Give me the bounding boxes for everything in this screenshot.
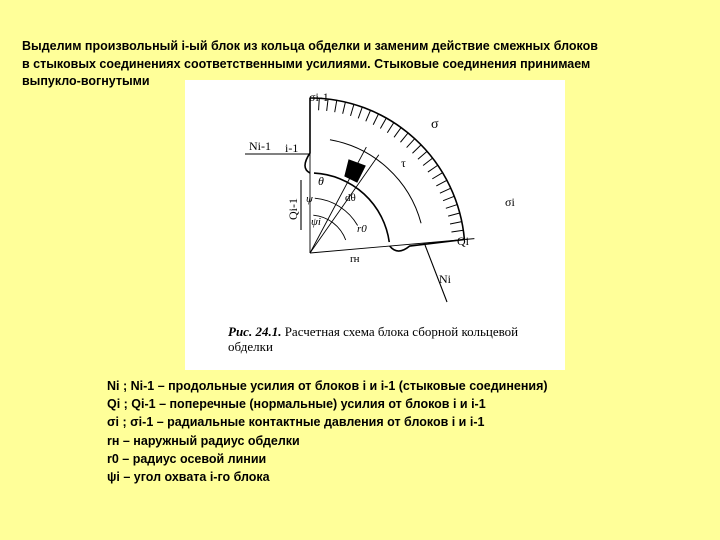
caption-label: Рис. 24.1. bbox=[228, 324, 282, 339]
pressure-tick bbox=[335, 100, 337, 112]
legend-item: Qi ; Qi-1 – поперечные (нормальные) усилия от блоков i и i-1 bbox=[107, 397, 486, 412]
pressure-tick bbox=[400, 133, 408, 142]
legend-item: r0 – радиус осевой линии bbox=[107, 451, 267, 466]
label-theta: θ bbox=[318, 174, 324, 188]
pressure-tick bbox=[343, 102, 346, 114]
pressure-tick bbox=[373, 114, 378, 125]
label-psi-i: ψi bbox=[311, 216, 321, 228]
pressure-tick bbox=[423, 158, 432, 165]
legend-list bbox=[107, 377, 548, 486]
pressure-tick bbox=[432, 173, 442, 179]
radius-line bbox=[310, 239, 474, 253]
caption-text-line-2: обделки bbox=[228, 339, 273, 354]
label-tau: τ bbox=[401, 156, 406, 170]
figure-block-diagram bbox=[185, 80, 565, 370]
pressure-tick bbox=[351, 104, 354, 116]
intro-line-3: выпукло-вогнутыми bbox=[22, 74, 150, 88]
pressure-tick bbox=[451, 230, 463, 232]
label-d-theta: dθ bbox=[345, 192, 356, 204]
pressure-tick bbox=[446, 205, 457, 209]
label-q-prev: Qi-1 bbox=[286, 198, 300, 220]
label-sigma-i: σi bbox=[505, 195, 515, 209]
label-r-zero: r0 bbox=[357, 223, 367, 235]
label-i-prev: i-1 bbox=[285, 141, 299, 155]
pressure-tick bbox=[407, 139, 415, 148]
label-sigma: σ bbox=[431, 117, 439, 132]
legend-item: rн – наружный радиус обделки bbox=[107, 433, 300, 448]
legend-item: Ni ; Ni-1 – продольные усилия от блоков i и i-1 (стыковые соединения) bbox=[107, 379, 548, 393]
caption-text-line-1: Расчетная схема блока сборной кольцевой bbox=[281, 324, 519, 339]
pressure-tick bbox=[428, 165, 438, 172]
pressure-tick bbox=[366, 110, 371, 121]
pressure-tick bbox=[418, 151, 427, 159]
legend-item: σi ; σi-1 – радиальные контактные давления от блоков i и i-1 bbox=[107, 415, 485, 430]
label-n-i: Ni bbox=[439, 272, 451, 286]
pressure-tick bbox=[412, 145, 421, 153]
pressure-tick bbox=[450, 222, 462, 224]
intro-line-1: Выделим произвольный i-ый блок из кольца обделки и заменим действие смежных блоков bbox=[22, 39, 598, 53]
label-sigma-prev: σi-1 bbox=[309, 90, 329, 104]
label-r-n: rн bbox=[350, 253, 360, 265]
pressure-tick bbox=[380, 118, 386, 128]
intro-line-2: в стыковых соединениях соответственными усилиями. Стыковые соединения принимаем bbox=[22, 56, 591, 71]
pressure-tick bbox=[436, 180, 447, 186]
pressure-tick bbox=[394, 128, 401, 138]
pressure-tick bbox=[448, 213, 460, 216]
label-n-prev: Ni-1 bbox=[249, 139, 271, 153]
left-joint bbox=[305, 98, 310, 173]
label-psi: ψ bbox=[306, 193, 313, 205]
label-q-i: Qi bbox=[457, 234, 469, 248]
pressure-tick bbox=[387, 123, 393, 133]
axis-arc bbox=[330, 140, 421, 223]
outer-arc bbox=[310, 98, 464, 239]
figure-caption bbox=[228, 324, 558, 354]
pressure-tick bbox=[358, 107, 362, 118]
pressure-tick bbox=[443, 196, 454, 200]
pressure-tick bbox=[440, 188, 451, 193]
legend-item: ψi – угол охвата i-го блока bbox=[107, 470, 270, 485]
